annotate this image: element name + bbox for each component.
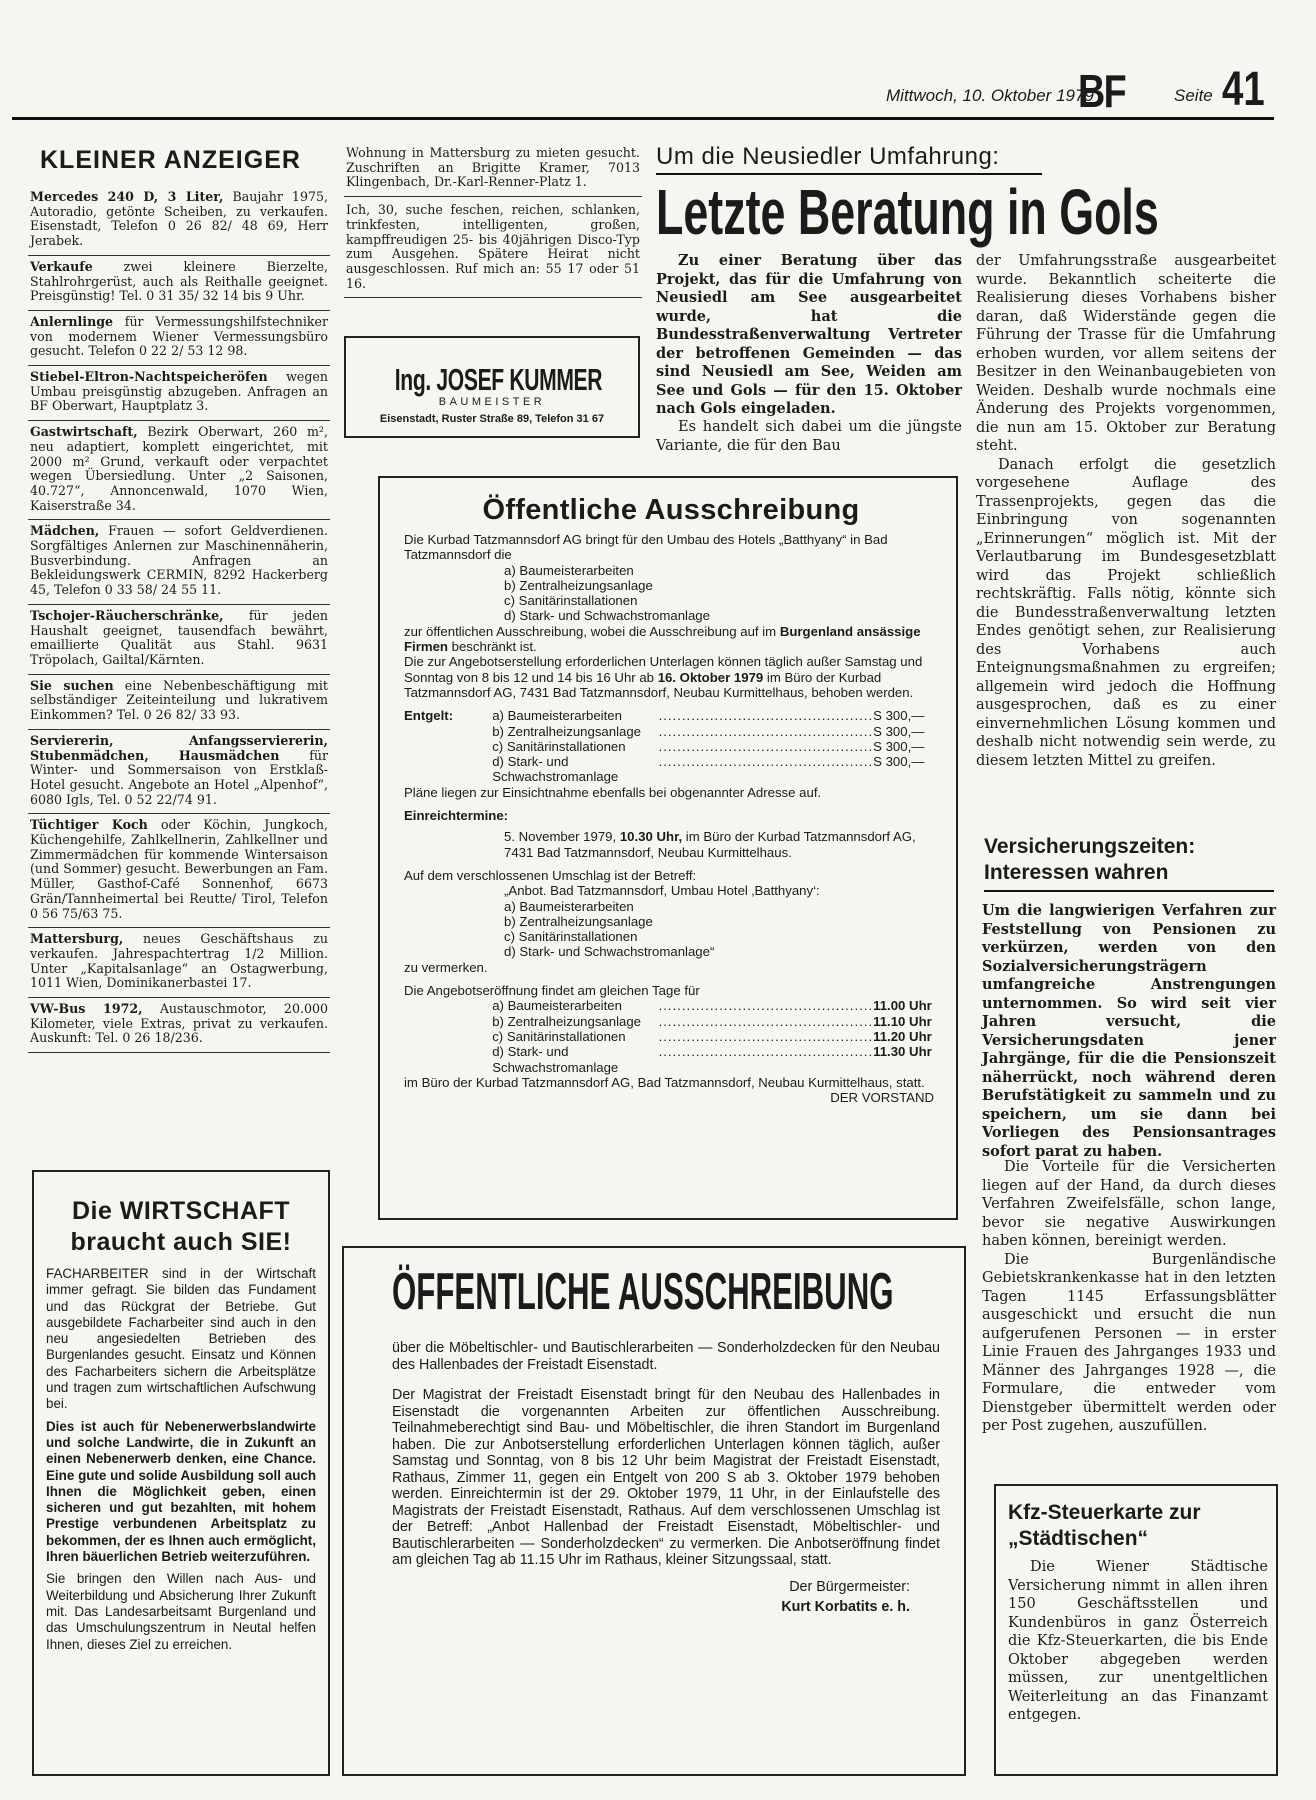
wirtschaft-paragraph: Sie bringen den Willen nach Aus- und Weiterbildung und Absicherung Ihrer Zukunft mit. Das Landesarbeitsamt Burgenland und das Umschulungszentrum in Neutal helfen Ihnen, dieses Ziel zu erreichen. bbox=[46, 1571, 316, 1652]
issue-date: Mittwoch, 10. Oktober 1979 bbox=[886, 86, 1094, 105]
classified-ad-heading: Gastwirtschaft, bbox=[30, 424, 138, 440]
insurance-lead: Um die langwierigen Verfahren zur Feststellung von Pensionen zu verkürzen, werden von den Sozialversicherungsträgern umfangreiche Anstrengungen unternommen. So wird seit vier Jahren versucht, die Versicherungsdaten jener Jahrgänge, für die die Pensionszeit näherrückt, noch während deren Berufstätigkeit zu sammeln und zu speichern, um sie dann bei Vorliegen des Pensionsantrages sofort parat zu haben. bbox=[982, 902, 1276, 1160]
classified-ad bbox=[28, 186, 330, 256]
deadline-label: Einreichtermine: bbox=[404, 808, 509, 824]
classified-ad-heading: Sie suchen bbox=[30, 677, 114, 693]
list-item: d) Stark- und Schwachstromanlage bbox=[504, 608, 710, 624]
kummer-ad-box bbox=[344, 336, 640, 438]
wirtschaft-subtitle: braucht auch SIE! bbox=[70, 1228, 292, 1256]
classified-ad bbox=[28, 366, 330, 421]
tender-paragraph: Pläne liegen zur Einsichtnahme ebenfalls bei obgenannter Adresse auf. bbox=[404, 784, 822, 800]
table-row: d) Stark- und Schwachstromanlage .............................................. S 300,— bbox=[492, 754, 925, 785]
classified-ad-body: oder Köchin, Jungkoch, Küchengehilfe, Zahlkellnerin, Zahlkellner und Zimmermädchen für kommende Wintersaison (und Sommer) gesucht. Bewerbungen an Fam. Müller, Gasthof-Café Sonnenhof, 6673 Grän/Tannheimertal bei Reutte/ Tirol, Telefon 0 56 75/63 75. bbox=[30, 817, 328, 921]
classified-ad-heading: Serviererin, Anfangsserviererin, Stubenmädchen, Hausmädchen bbox=[30, 732, 328, 763]
article-paragraph: Die Burgenländische Gebietskrankenkasse hat in den letzten Tagen 1145 Erfassungsblätter ausgeschickt und ersucht die nun aufgerufenen Personen — in erster Linie Frauen des Jahrganges 1933 und Männer des Jahrganges 1928 —, die Formulare, die entweder vom Dienstgeber übermittelt werden oder per Post zugehen, auszufüllen. bbox=[982, 1251, 1276, 1434]
tender-title: ÖFFENTLICHE AUSSCHREIBUNG bbox=[392, 1263, 894, 1321]
article-column-2 bbox=[976, 252, 1276, 770]
classified-ad bbox=[28, 998, 330, 1053]
article-lead: Zu einer Beratung über das Projekt, das für die Umfahrung von Neusiedl am See ausgearbeitet wurde, hat die Bundesstraßenverwaltung Vertreter der betroffenen Gemeinden — das sind Neusiedl am See, Weiden am See und Gols — für den 15. Oktober nach Gols eingeladen. bbox=[656, 252, 962, 417]
classified-ad bbox=[28, 814, 330, 928]
list-item: b) Zentralheizungsanlage bbox=[504, 577, 653, 593]
classified-ad-heading: Mattersburg, bbox=[30, 931, 124, 947]
classified-ad-body: wegen Umbau preisgünstig abzugeben. Anfragen an BF Oberwart, Hauptplatz 3. bbox=[30, 369, 328, 414]
tender-paragraph: über die Möbeltischler- und Bautischlerarbeiten — Sonderholzdecken für den Neubau des Hallenbades der Freistadt Eisenstadt. bbox=[392, 1340, 940, 1373]
tender-signature: DER VORSTAND bbox=[830, 1090, 934, 1106]
wirtschaft-ad-box bbox=[32, 1170, 330, 1776]
tender-signature-name: Kurt Korbatits e. h. bbox=[781, 1599, 910, 1615]
kummer-name: Ing. JOSEF KUMMER bbox=[394, 362, 603, 397]
page-number: 41 bbox=[1222, 63, 1265, 116]
article-paragraph: Danach erfolgt die gesetzlich vorgesehene Auflage des Trassenprojekts, gegen das die Einbringung von sogenannten „Erinnerungen“ möglich ist. Mit der Verlautbarung im Bundesgesetzblatt wird das Projekt schließlich rechtskräftig. Falls nötig, könnte sich die Bundesstraßenverwaltung letzten Endes genötigt sehen, zur Realisierung des Vorhabens auch Enteignungsmaßnahmen zu ergreifen; allgemein wird jedoch die Hoffnung ausgesprochen, daß es zu einer einvernehmlichen Lösung kommen und deshalb nicht notwendig sein werde, zu diesem letzten Mittel zu greifen. bbox=[976, 456, 1276, 769]
classified-ad: Ich, 30, suche feschen, reichen, schlanken, trinkfesten, intelligenten, großen, kampffreudigen 25- bis 40jährigen Disco-Typ zum Ausgehen. Spätere Heirat nicht ausgeschlossen. Ruf mich an: 55 17 oder 51 16. bbox=[344, 203, 642, 298]
deadline-text: 5. November 1979, 10.30 Uhr, im Büro der Kurbad Tatzmannsdorf AG, 7431 Bad Tatzmannsdorf, Neubau Kurmittelhaus. bbox=[504, 829, 916, 860]
table-row: d) Stark- und Schwachstromanlage .............................................. 11.30 Uhr bbox=[492, 1044, 932, 1075]
insurance-body bbox=[982, 1158, 1276, 1436]
kfz-title: Kfz-Steuerkarte zur „Städtischen“ bbox=[1008, 1501, 1201, 1550]
kfz-notice-box bbox=[994, 1484, 1278, 1776]
tender-paragraph: Auf dem verschlossenen Umschlag ist der Betreff: bbox=[404, 867, 697, 883]
tender-notice-tatzmannsdorf bbox=[378, 476, 958, 1220]
opening-times-table bbox=[404, 998, 938, 1074]
tender-paragraph: zur öffentlichen Ausschreibung, wobei die Ausschreibung auf im Burgenland ansässige Firmen beschränkt ist. bbox=[404, 623, 921, 655]
kfz-text: Die Wiener Städtische Versicherung nimmt in allen ihren 150 Geschäftsstellen und Kundenbüros in ganz Österreich die Kfz-Steuerkarten, die bis Ende Oktober abgegeben werden müssen, zur unentgeltlichen Weiterleitung an das Finanzamt entgegen. bbox=[1008, 1559, 1268, 1723]
table-row: b) Zentralheizungsanlage .............................................. S 300,— bbox=[492, 723, 925, 739]
header-rule bbox=[12, 117, 1274, 120]
classified-ad-body: Frauen — sofort Geldverdienen. Sorgfältiges Anlernen zur Maschinennäherin, Busverbindung. Anfragen an Bekleidungswerk CERMIN, 8292 Hackerberg 45, Telefon 0 33 58/ 24 55 11. bbox=[30, 523, 328, 598]
classified-ad-heading: Mädchen, bbox=[30, 523, 100, 539]
list-item: b) Zentralheizungsanlage bbox=[504, 913, 653, 929]
classified-ad-heading: Tschojer-Räucherschränke, bbox=[30, 607, 224, 623]
tender-intro: Die Kurbad Tatzmannsdorf AG bringt für den Umbau des Hotels „Batthyany“ in Bad Tatzmannsdorf die bbox=[404, 532, 888, 563]
classified-ad bbox=[28, 421, 330, 520]
classified-ad-body: Bezirk Oberwart, 260 m², neu adaptiert, komplett eingerichtet, mit 2000 m² Grund, verkauft oder verpachtet wegen Übersiedlung. Unter „2 Saisonen, 40.727“, Annoncenwald, 1070 Wien, Kaiserstraße 34. bbox=[30, 424, 328, 513]
classified-ad-body: für Winter- und Sommersaison von Erstklaß-Hotel gesucht. Angebote an Hotel „Alpenhof“, 6080 Igls, Tel. 0 52 22/74 91. bbox=[30, 747, 329, 807]
insurance-rule bbox=[984, 890, 1274, 892]
newspaper-logo: BF bbox=[1078, 65, 1126, 117]
classified-ad-body: für jeden Haushalt geeignet, tausendfach bewährt, emaillierte Qualität aus Stahl. 9631 Tröpolach, Gailtal/Kärnten. bbox=[30, 607, 328, 667]
table-row: a) Baumeisterarbeiten .............................................. 11.00 Uhr bbox=[492, 998, 932, 1014]
classified-ad-body: für Vermessungshilfstechniker von modernem Wiener Vermessungsbüro gesucht. Telefon 0 22 2/ 53 12 98. bbox=[30, 313, 328, 359]
article-paragraph: Die Vorteile für die Versicherten liegen auf der Hand, da durch dieses Verfahren Zweifelsfälle, schon lange, bevor sie negative Auswirkungen haben können, bereinigt werden. bbox=[982, 1159, 1276, 1249]
classified-ad bbox=[28, 605, 330, 675]
classified-ad-heading: Mercedes 240 D, 3 Liter, bbox=[30, 189, 224, 204]
middle-classifieds bbox=[344, 146, 642, 304]
envelope-subject: „Anbot. Bad Tatzmannsdorf, Umbau Hotel ‚Batthyany‘: a) Baumeisterarbeiten b) Zentralheizungsanlage c) Sanitärinstallationen d) Stark- und Schwachstromanlage“ bbox=[504, 883, 938, 959]
classified-ad bbox=[28, 730, 330, 815]
classified-ad bbox=[28, 520, 330, 605]
classifieds-list bbox=[28, 186, 330, 1053]
classified-ad-body: eine Nebenbeschäftigung mit selbständiger Zeiteinteilung und lukrativem Einkommen? Tel. 0 26 82/ 33 93. bbox=[30, 677, 328, 723]
classified-ad bbox=[28, 256, 330, 311]
list-item: d) Stark- und Schwachstromanlage“ bbox=[504, 944, 715, 960]
fee-table bbox=[404, 708, 938, 784]
classified-ad bbox=[28, 675, 330, 730]
table-row: Entgelt: a) Baumeisterarbeiten .............................................. S 300,— bbox=[404, 708, 925, 724]
tender-paragraph: Die Angebotseröffnung findet am gleichen Tage für bbox=[404, 983, 700, 999]
wirtschaft-paragraph: Dies ist auch für Nebenerwerbslandwirte und solche Landwirte, die in Zukunft an einen Nebenerwerb denken, eine Chance. Eine gute und solide Ausbildung soll auch Ihnen die Möglichkeit geben, einen sicheren und gut bezahlten, mit hohem Prestige verbundenen Arbeitsplatz zu bekommen, der es Ihnen auch ermöglicht, Ihren bäuerlichen Betrieb weiterzuführen. bbox=[46, 1418, 316, 1565]
tender-paragraph: Der Magistrat der Freistadt Eisenstadt bringt für den Neubau des Hallenbades in Eisenstadt die vorgenannten Arbeiten zur öffentlichen Ausschreibung. Teilnahmeberechtigt sind Bau- und Möbeltischler, die ihren Standort im Burgenland haben. Die zur Anbotserstellung erforderlichen Unterlagen können täglich, außer Samstag und Sonntag, von 8 bis 12 Uhr beim Magistrat der Freistadt Eisenstadt, Rathaus, Zimmer 11, gegen ein Entgelt von 200 S ab 3. Oktober 1979 behoben werden. Einreichtermin ist der 29. Oktober 1979, 11 Uhr, in der Einlaufstelle des Magistrats der Freistadt Eisenstadt, Rathaus. Auf dem verschlossenen Umschlag ist der Betreff: „Anbot Hallenbad der Freistadt Eisenstadt, Möbeltischler- und Bautischlerarbeiten — Sonderholzdecken“ zu vermerken. Die Anbotseröffnung findet am gleichen Tag ab 11.15 Uhr im Rathaus, kleiner Sitzungssaal, statt. bbox=[392, 1387, 940, 1568]
classified-ad bbox=[28, 928, 330, 998]
tender-title: Öffentliche Ausschreibung bbox=[482, 494, 860, 526]
tender-signature-title: Der Bürgermeister: bbox=[789, 1578, 910, 1595]
classified-ad-heading: Verkaufe bbox=[30, 258, 93, 274]
article-kicker: Um die Neusiedler Umfahrung: bbox=[656, 143, 1000, 170]
kummer-address: Eisenstadt, Ruster Straße 89, Telefon 31 67 bbox=[379, 413, 605, 425]
classified-ad: Wohnung in Mattersburg zu mieten gesucht. Zuschriften an Brigitte Kramer, 7013 Klingenbach, Dr.-Karl-Renner-Platz 1. bbox=[344, 146, 642, 197]
classified-ad-body: zwei kleinere Bierzelte, Stahlrohrgerüst, auch als Reithalle geeignet. Preisgünstig! Tel. 0 31 35/ 32 14 bis 9 Uhr. bbox=[30, 258, 328, 304]
tender-notice-eisenstadt bbox=[342, 1246, 966, 1776]
classified-ad-heading: Tüchtiger Koch bbox=[30, 817, 148, 833]
article-paragraph: Es handelt sich dabei um die jüngste Variante, die für den Bau bbox=[656, 419, 962, 454]
tender-paragraph: Die zur Angebotserstellung erforderlichen Unterlagen können täglich außer Samstag und Sonntag von 8 bis 12 und 14 bis 16 Uhr ab 16. Oktober 1979 im Büro der Kurbad Tatzmannsdorf AG, 7431 Bad Tatzmannsdorf, Neubau Kurmittelhaus, behoben werden. bbox=[404, 654, 923, 700]
classifieds-title: KLEINER ANZEIGER bbox=[40, 146, 301, 174]
table-row: c) Sanitärinstallationen .............................................. S 300,— bbox=[492, 738, 925, 754]
list-item: a) Baumeisterarbeiten bbox=[504, 898, 634, 914]
kummer-profession: BAUMEISTER bbox=[438, 396, 546, 408]
list-item: c) Sanitärinstallationen bbox=[504, 929, 638, 945]
classified-ad-body: Baujahr 1975, Autoradio, getönte Scheiben, zu verkaufen. Eisenstadt, Telefon 0 26 82/ 48 69, Herr Jerabek. bbox=[30, 189, 328, 249]
list-item: a) Baumeisterarbeiten bbox=[504, 562, 634, 578]
table-row: b) Zentralheizungsanlage .............................................. 11.10 Uhr bbox=[492, 1013, 932, 1029]
list-item: c) Sanitärinstallationen bbox=[504, 593, 638, 609]
article-paragraph: der Umfahrungsstraße ausgearbeitet wurde. Bekanntlich scheiterte die Realisierung dieses Vorhabens bisher daran, daß Widerstände gegen die Führung der Trasse für die Umfahrung erhoben wurden, vor allem seitens der Besitzer in den Weinanbaugebieten von Weiden. Deshalb wurde nochmals eine Änderung des Projekts vorgenommen, die nun am 15. Oktober zur Beratung steht. bbox=[976, 253, 1276, 454]
table-row: c) Sanitärinstallationen .............................................. 11.20 Uhr bbox=[492, 1028, 932, 1044]
classified-ad-body: neues Geschäftshaus zu verkaufen. Jahrespachtertrag 1/2 Million. Unter „Kapitalsanlage“ an Ostagwerbung, 1011 Wien, Dominikanerbastei 17. bbox=[30, 931, 328, 991]
wirtschaft-paragraph: FACHARBEITER sind in der Wirtschaft immer gefragt. Sie bilden das Fundament und das Rückgrat der Betriebe. Gut ausgebildete Facharbeiter sind auch in den neu angesiedelten Betrieben des Burgenlandes gesucht. Einsatz und Können des Facharbeiters sichern die Arbeitsplätze und tragen zum wirtschaftlichen Aufschwung bei. bbox=[46, 1266, 316, 1412]
page-label: Seite bbox=[1174, 86, 1213, 105]
article-headline: Letzte Beratung in Gols bbox=[656, 176, 1159, 248]
kicker-rule bbox=[656, 173, 1042, 175]
tender-paragraph: im Büro der Kurbad Tatzmannsdorf AG, Bad Tatzmannsdorf, Neubau Kurmittelhaus, statt. bbox=[404, 1074, 925, 1090]
tender-item-list bbox=[504, 563, 938, 624]
classified-ad-heading: VW-Bus 1972, bbox=[30, 1001, 143, 1017]
insurance-headline: Versicherungszeiten: Interessen wahren bbox=[984, 835, 1196, 884]
classified-ad bbox=[28, 311, 330, 366]
tender-paragraph: zu vermerken. bbox=[404, 959, 488, 975]
classified-ad-body: Austauschmotor, 20.000 Kilometer, viele Extras, privat zu verkaufen. Auskunft: Tel. 0 26 18/236. bbox=[30, 1001, 328, 1046]
wirtschaft-title: Die WIRTSCHAFT bbox=[71, 1197, 291, 1225]
classified-ad-heading: Stiebel-Eltron-Nachtspeicheröfen bbox=[30, 369, 268, 385]
classified-ad-heading: Anlernlinge bbox=[30, 313, 114, 329]
